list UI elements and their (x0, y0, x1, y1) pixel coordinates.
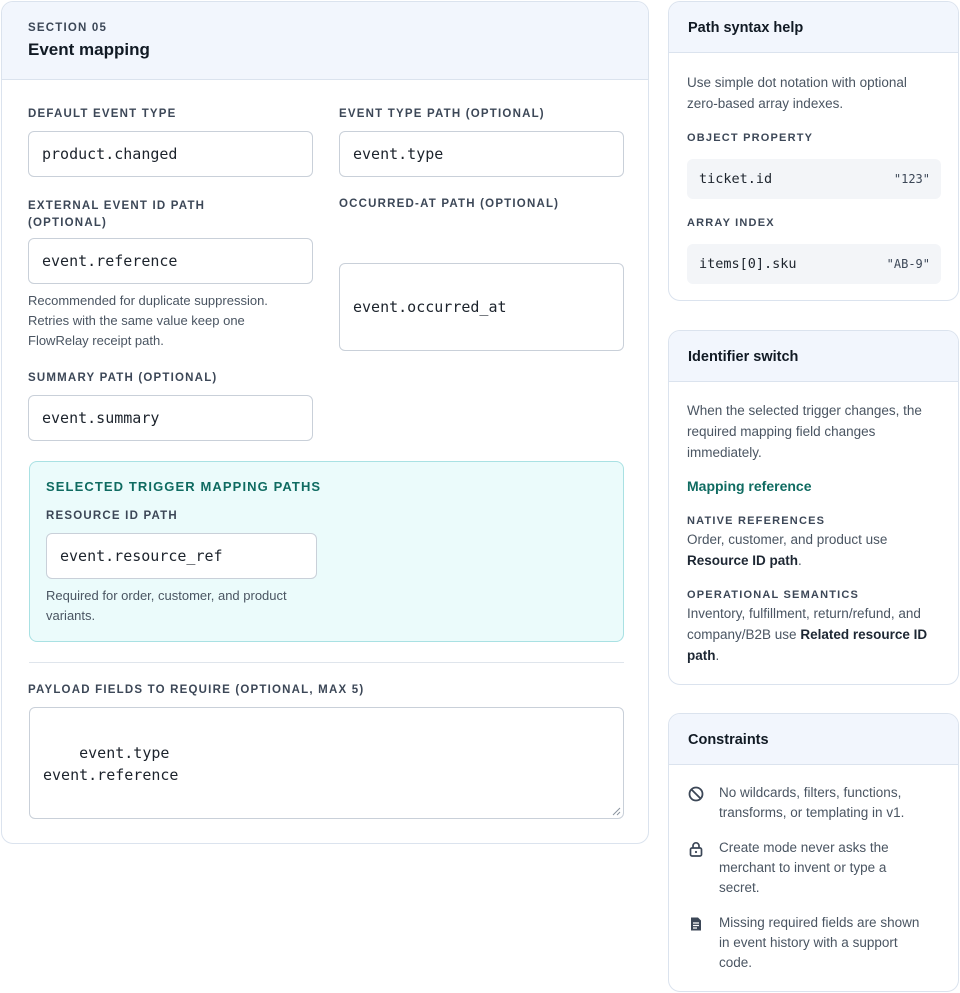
syntax-intro-line: zero-based array indexes. (687, 96, 844, 111)
payload-fields-value: event.type event.reference (43, 744, 179, 784)
native-line (687, 550, 947, 571)
no-entry-icon (687, 785, 705, 803)
resource-id-path-term: Resource ID path (687, 553, 799, 568)
operational-semantics-text (687, 603, 949, 666)
resource-id-path-input[interactable]: event.resource_ref (46, 533, 317, 579)
native-references-text (687, 529, 947, 571)
object-property-label: OBJECT PROPERTY (687, 132, 814, 144)
external-event-id-label-line: EXTERNAL EVENT ID PATH (28, 200, 206, 212)
default-event-type-label: DEFAULT EVENT TYPE (28, 108, 177, 120)
constraints-card (668, 713, 959, 992)
object-property-example (687, 159, 941, 199)
resource-id-help (46, 586, 287, 626)
array-index-path: items[0].sku (699, 256, 797, 272)
section-title: Event mapping (28, 40, 150, 59)
intro-line: When the selected trigger changes, the (687, 403, 922, 418)
constraint-line: Create mode never asks the (719, 840, 889, 855)
constraint-line: merchant to invent or type a (719, 860, 887, 875)
syntax-intro (687, 72, 907, 114)
intro-line: required mapping field changes (687, 424, 876, 439)
path-term: path (687, 648, 716, 663)
op-line (687, 645, 949, 666)
help-line: FlowRelay receipt path. (28, 333, 164, 348)
resize-grip-icon[interactable] (611, 806, 621, 816)
external-event-id-help (28, 291, 268, 351)
document-icon (687, 915, 705, 933)
lock-icon (687, 840, 705, 858)
punct: . (798, 553, 802, 568)
event-type-path-label: EVENT TYPE PATH (OPTIONAL) (339, 108, 545, 120)
help-line: Required for order, customer, and product (46, 588, 287, 603)
payload-fields-textarea[interactable] (29, 707, 624, 819)
path-syntax-help-card (668, 1, 959, 301)
constraint-line: secret. (719, 880, 760, 895)
external-event-id-path-label (28, 198, 205, 232)
help-line: Recommended for duplicate suppression. (28, 293, 268, 308)
object-property-value: "123" (893, 172, 930, 186)
constraint-line: in event history with a support (719, 935, 898, 950)
constraint-line: No wildcards, filters, functions, (719, 785, 902, 800)
trigger-mapping-title: SELECTED TRIGGER MAPPING PATHS (46, 479, 322, 494)
occurred-at-path-label: OCCURRED-AT PATH (OPTIONAL) (339, 198, 560, 210)
resource-id-path-label: RESOURCE ID PATH (46, 510, 178, 522)
event-type-path-input[interactable]: event.type (339, 131, 624, 177)
mapping-reference-link[interactable]: Mapping reference (687, 478, 812, 494)
constraint-text (719, 783, 941, 823)
constraint-text (719, 913, 941, 973)
identifier-switch-intro (687, 400, 922, 463)
array-index-example (687, 244, 941, 284)
op-line (687, 624, 949, 645)
native-line: Order, customer, and product use (687, 532, 888, 547)
external-event-id-label-line: (OPTIONAL) (28, 217, 108, 229)
section-eyebrow: SECTION 05 (28, 22, 108, 34)
selected-trigger-mapping-box (29, 461, 624, 642)
summary-path-input[interactable]: event.summary (28, 395, 313, 441)
help-line: Retries with the same value keep one (28, 313, 245, 328)
summary-path-label: SUMMARY PATH (OPTIONAL) (28, 372, 218, 384)
punct: . (715, 648, 720, 663)
constraint-text (719, 838, 941, 898)
occurred-at-path-input[interactable]: event.occurred_at (339, 263, 624, 351)
payload-fields-label: PAYLOAD FIELDS TO REQUIRE (OPTIONAL, MAX 5) (28, 684, 365, 696)
section-header (2, 2, 648, 80)
op-line: Inventory, fulfillment, return/refund, and (687, 606, 921, 621)
help-line: variants. (46, 608, 96, 623)
divider (29, 662, 624, 663)
operational-semantics-label: OPERATIONAL SEMANTICS (687, 589, 860, 601)
constraint-line: code. (719, 955, 753, 970)
array-index-value: "AB-9" (886, 257, 930, 271)
identifier-switch-card (668, 330, 959, 685)
op-line-start: company/B2B use (687, 627, 801, 642)
object-property-path: ticket.id (699, 171, 773, 187)
identifier-switch-title: Identifier switch (669, 331, 958, 382)
constraint-line: Missing required fields are shown (719, 915, 920, 930)
event-mapping-card (1, 1, 649, 844)
syntax-intro-line: Use simple dot notation with optional (687, 75, 907, 90)
path-syntax-help-title: Path syntax help (669, 2, 958, 53)
constraint-line: transforms, or templating in v1. (719, 805, 905, 820)
constraints-title: Constraints (669, 714, 958, 765)
default-event-type-input[interactable]: product.changed (28, 131, 313, 177)
external-event-id-path-input[interactable]: event.reference (28, 238, 313, 284)
native-references-label: NATIVE REFERENCES (687, 515, 826, 527)
intro-line: immediately. (687, 445, 762, 460)
related-resource-id-term: Related resource ID (800, 627, 928, 642)
array-index-label: ARRAY INDEX (687, 217, 775, 229)
